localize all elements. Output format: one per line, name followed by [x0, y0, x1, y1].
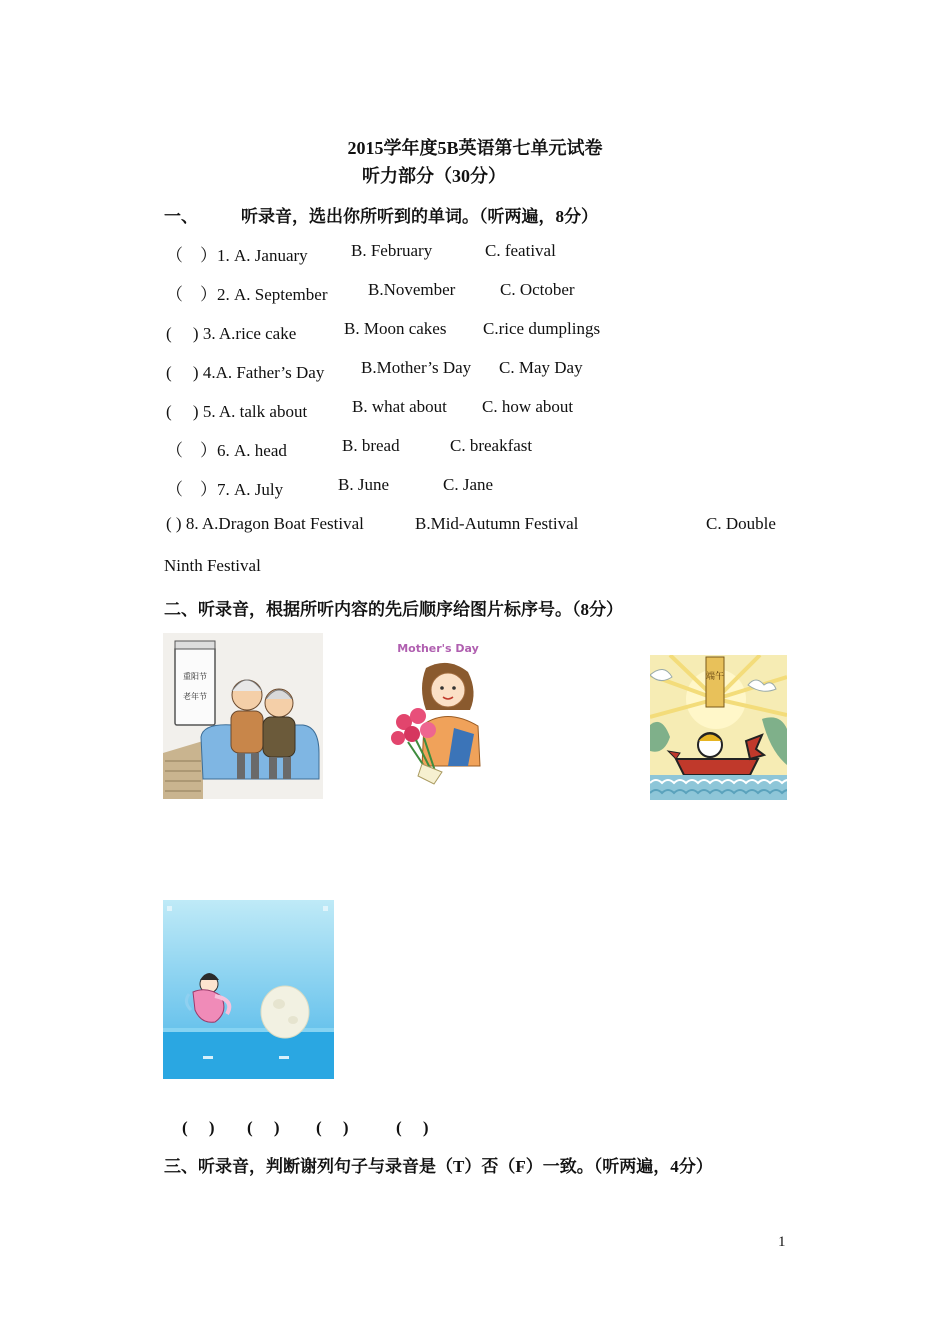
section-2-instruction: 二、听录音，根据所听内容的先后顺序给图片标序号。（8分）: [164, 600, 623, 619]
answer-blank[interactable]: ( ): [182, 1118, 215, 1137]
svg-text:重阳节: 重阳节: [183, 672, 207, 681]
question-option-c: C. how about: [482, 397, 574, 416]
question-option-a: ( ) 3. A.rice cake: [166, 324, 297, 343]
question-option-a: （ ）7. A. July: [166, 480, 284, 499]
question-8-continuation: Ninth Festival: [164, 556, 261, 575]
answer-blanks-row: [0, 1113, 950, 1137]
question-option-c: C. Jane: [443, 475, 494, 494]
question-option-b: B.Mid-Autumn Festival: [415, 514, 579, 533]
svg-text:Mother's Day: Mother's Day: [397, 642, 479, 655]
question-option-c: C. featival: [485, 241, 556, 260]
question-option-a: （ ）1. A. January: [166, 246, 308, 265]
svg-text:老年节: 老年节: [183, 692, 207, 701]
svg-text:端午: 端午: [705, 672, 725, 682]
question-option-b: B. bread: [342, 436, 400, 455]
mothers-day-picture: [382, 638, 494, 796]
answer-blank[interactable]: ( ): [396, 1118, 429, 1137]
question-option-c: C.rice dumplings: [483, 319, 601, 338]
section-1-instruction: 听录音，选出你所听到的单词。（听两遍，8分）: [241, 207, 598, 226]
section-1-number: 一、: [164, 207, 198, 226]
question-option-c: C. breakfast: [450, 436, 533, 455]
question-option-b: B.Mother’s Day: [361, 358, 472, 377]
question-option-a: （ ）2. A. September: [166, 285, 328, 304]
question-option-b: B.November: [368, 280, 456, 299]
question-option-a: （ ）6. A. head: [166, 441, 287, 460]
question-option-b: B. what about: [352, 397, 447, 416]
answer-blank[interactable]: ( ): [247, 1118, 280, 1137]
answer-blank[interactable]: ( ): [316, 1118, 349, 1137]
page-title: 2015学年度5B英语第七单元试卷: [347, 138, 603, 158]
question-option-c: C. Double: [706, 514, 776, 533]
dragon-boat-picture: [650, 655, 787, 800]
question-option-a: ( ) 5. A. talk about: [166, 402, 308, 421]
question-option-a: ( ) 8. A.Dragon Boat Festival: [166, 514, 364, 533]
question-option-b: B. February: [351, 241, 433, 260]
question-option-a: ( ) 4.A. Father’s Day: [166, 363, 325, 382]
question-option-c: C. May Day: [499, 358, 583, 377]
question-option-b: B. June: [338, 475, 389, 494]
page-number: 1: [778, 1234, 786, 1250]
page-subtitle: 听力部分（30分）: [362, 166, 506, 186]
question-option-b: B. Moon cakes: [344, 319, 447, 338]
mid-autumn-moon-picture: [163, 900, 334, 1079]
elderly-couple-picture: [163, 633, 323, 799]
question-option-c: C. October: [500, 280, 575, 299]
section-3-instruction: 三、听录音，判断谢列句子与录音是（T）否（F）一致。（听两遍，4分）: [164, 1157, 713, 1176]
